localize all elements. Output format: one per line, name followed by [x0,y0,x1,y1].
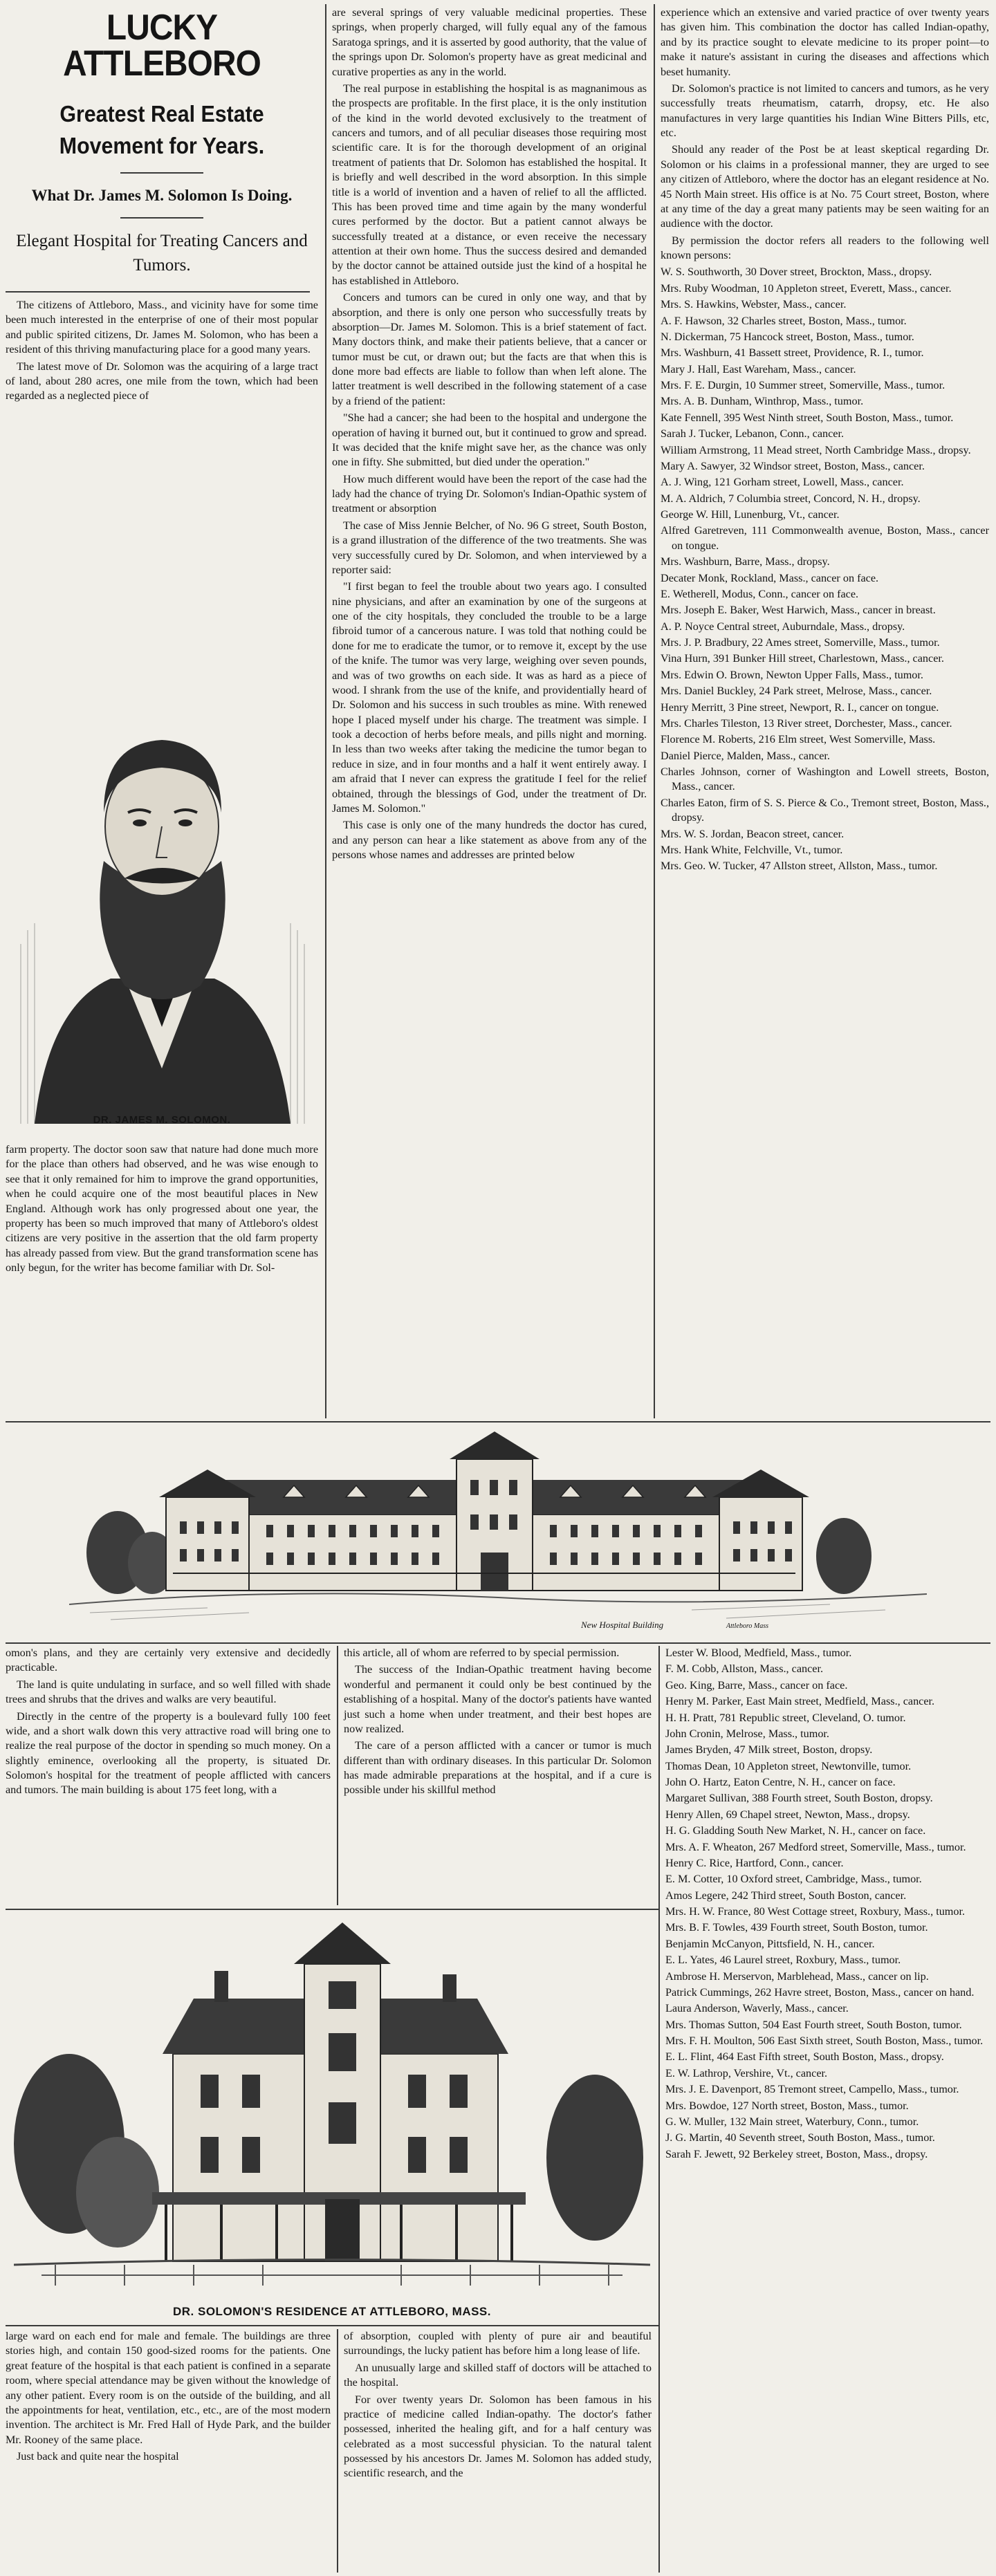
paragraph: this article, all of whom are referred to by special permission. [344,1647,620,1659]
list-item: Sarah J. Tucker, Lebanon, Conn., cancer. [661,427,845,441]
paragraph: The real purpose in establishing the hospital is as magnanimous as the prospects are profitable. In the first place, it is the only institution of the kind in the world devoted exclusively to the treatment of cancers and tumors, and of all peculiar diseases those requiring most scientific care. It is for the thorough development of an original treatment of patients that Dr. Solomon has established the hospital. It is briefly and well described in the word absorption. In this simple title is a world of invention and a haven of relief to all the afflicted. This has been proved time and time again by the many wonderful cures performed by the doctor. But a patient cannot always be successfully treated at a distance, or even receive the necessary attention at their own home. Thus the success desired and demanded by the doctor cannot be attained outside just the kind of a hospital he has established in Attleboro. [332,82,647,287]
list-item: Decater Monk, Rockland, Mass., cancer on face. [661,571,879,584]
column-rule [325,4,326,1418]
list-item: E. L. Flint, 464 East Fifth street, South Boston, Mass., dropsy. [665,2050,944,2064]
list-item: John O. Hartz, Eaton Centre, N. H., cancer on face. [665,1776,896,1788]
list-item: Mrs. Bowdoe, 127 North street, Boston, Mass., tumor. [665,2099,909,2112]
list-item: Geo. King, Barre, Mass., cancer on face. [665,1678,848,1692]
deck-headline: Greatest Real Estate Movement for Years. [59,101,265,158]
hospital-illustration [69,1431,927,1639]
middle-left-column [6,1646,331,1800]
list-item: Kate Fennell, 395 West Ninth street, South Boston, Mass., tumor. [661,411,954,424]
list-item: Mrs. H. W. France, 80 West Cottage street, Roxbury, Mass., tumor. [665,1905,966,1918]
paragraph: An unusually large and skilled staff of doctors will be attached to the hospital. [344,2361,652,2389]
list-item: Mrs. Edwin O. Brown, Newton Upper Falls, Mass., tumor. [661,668,923,681]
list-item: Margaret Sullivan, 388 Fourth street, South Boston, dropsy. [665,1792,933,1805]
list-item: Amos Legere, 242 Third street, South Boston, cancer. [665,1889,907,1902]
list-item: Alfred Garetreven, 111 Commonwealth avenue, Boston, Mass., cancer on tongue. [661,524,989,552]
list-item: W. S. Southworth, 30 Dover street, Brockton, Mass., dropsy. [661,266,932,279]
paragraph: This case is only one of the many hundreds the doctor has cured, and any person can hear a like statement as above from any of the persons whose names and addresses are printed below [332,819,647,861]
paragraph: The success of the Indian-Opathic treatment having become wonderful and permanent it could only be best continued by the establishing of a hospital. Many of the doctor's patients have wanted just such a home when under treatment, and their best hopes are now realized. [344,1663,652,1735]
list-item: G. W. Muller, 132 Main street, Waterbury, Conn., tumor. [665,2115,919,2128]
list-item: Henry Allen, 69 Chapel street, Newton, Mass., dropsy. [665,1808,910,1821]
paragraph: "She had a cancer; she had been to the hospital and undergone the operation of having it burned out, but it continued to grow and spread. It was decided that the knife might save her, as the chance was only one in fifty. She submitted, but died under the operation." [332,411,647,469]
divider [6,291,310,293]
list-item: E. L. Yates, 46 Laurel street, Roxbury, Mass., tumor. [665,1954,901,1967]
intro-text [6,298,318,404]
portrait-caption: DR. JAMES M. SOLOMON. [93,1114,231,1126]
column-rule [658,1646,660,2573]
list-item: Patrick Cummings, 262 Havre street, Boston, Mass., cancer on hand. [665,1985,975,1999]
list-item: Henry Merritt, 3 Pine street, Newport, R. I., cancer on tongue. [661,701,939,714]
list-item: A. F. Hawson, 32 Charles street, Boston, Mass., tumor. [661,314,907,327]
paragraph: The latest move of Dr. Solomon was the acquiring of a large tract of land, about 280 acres, one mile from the town, which had been regarded as a neglected piece of [6,360,318,402]
list-item: Mary A. Sawyer, 32 Windsor street, Boston, Mass., cancer. [661,459,925,472]
paragraph: Should any reader of the Post be at least skeptical regarding Dr. Solomon or his claims in a professional manner, they are urged to see any citizen of Attleboro, where the doctor has an elegant residence at No. 45 North Main street. His office is at No. 75 Court street, Boston, where at any time of the day a great many patients may be seen waiting for an audience with the doctor. [661,143,989,230]
list-item: Benjamin McCanyon, Pittsfield, N. H., cancer. [665,1937,875,1950]
list-item: Florence M. Roberts, 216 Elm street, West Somerville, Mass. [661,733,936,746]
paragraph: of absorption, coupled with plenty of pure air and beautiful surroundings, the lucky patient has before him a long lease of life. [344,2330,652,2357]
section-rule [6,2325,658,2326]
list-item: Mrs. Washburn, Barre, Mass., dropsy. [661,555,830,568]
column-1-continued [6,1142,318,1277]
list-item: Mrs. J. P. Bradbury, 22 Ames street, Somerville, Mass., tumor. [661,636,940,649]
list-item: James Bryden, 47 Milk street, Boston, dropsy. [665,1743,873,1757]
list-item: Charles Eaton, firm of S. S. Pierce & Co., Tremont street, Boston, Mass., dropsy. [661,796,989,824]
list-item: Ambrose H. Merservon, Marblehead, Mass., cancer on lip. [665,1970,929,1983]
paragraph: The land is quite undulating in surface, and so well filled with shade trees and shrubs that the drives and walks are very beautiful. [6,1678,331,1706]
paragraph: Just back and quite near the hospital [17,2450,179,2463]
list-item: Mrs. Thomas Sutton, 504 East Fourth street, South Boston, tumor. [665,2018,962,2031]
section-rule [6,1909,658,1910]
right-list-column [665,1646,990,2163]
list-item: George W. Hill, Lunenburg, Vt., cancer. [661,508,840,521]
paragraph: How much different would have been the report of the case had the lady had the chance of trying Dr. Solomon's Indian-Opathic system of treatment or absorption [332,472,647,515]
list-item: Mrs. W. S. Jordan, Beacon street, cancer. [661,827,845,840]
list-item: Mrs. Hank White, Felchville, Vt., tumor. [661,843,843,856]
subheadline: What Dr. James M. Solomon Is Doing. [31,187,293,205]
list-item: Thomas Dean, 10 Appleton street, Newtonville, tumor. [665,1759,912,1772]
paragraph: experience which an extensive and varied practice of over twenty years has given him. This combination the doctor has called Indian-opathy, and by its practice sought to elevate medicine to its proper point—to make it nature's assistant in curing the diseases and affections which beset humanity. [661,6,989,78]
paragraph: The case of Miss Jennie Belcher, of No. 96 G street, South Boston, is a grand illustration of the difference of the two treatments. She was very successfully cured by Dr. Solomon, and when interviewed by a reporter said: [332,519,647,576]
paragraph: The citizens of Attleboro, Mass., and vicinity have for some time been much interested in the enterprise of one of their most popular and public spirited citizens, Dr. James M. Solomon, who has been a resident of this thriving manufacturing place for a good many years. [6,299,318,356]
section-rule [6,1642,990,1644]
list-item: Charles Johnson, corner of Washington and Lowell streets, Boston, Mass., cancer. [661,766,989,793]
column-2 [332,6,647,864]
reference-list-continued [665,1646,990,2162]
list-item: Mrs. F. H. Moulton, 506 East Sixth street, South Boston, Mass., tumor. [665,2035,984,2047]
reference-list [661,265,989,873]
list-item: Henry M. Parker, East Main street, Medfield, Mass., cancer. [665,1695,935,1708]
list-item: M. A. Aldrich, 7 Columbia street, Concord, N. H., dropsy. [661,492,921,505]
list-item: Mrs. S. Hawkins, Webster, Mass., cancer. [661,298,847,311]
list-item: Mrs. Geo. W. Tucker, 47 Allston street, Allston, Mass., tumor. [661,860,938,873]
list-item: Vina Hurn, 391 Bunker Hill street, Charlestown, Mass., cancer. [661,652,944,665]
list-item: E. Wetherell, Modus, Conn., cancer on face. [661,587,859,600]
list-item: Mrs. A. B. Dunham, Winthrop, Mass., tumor. [661,395,864,408]
column-rule [654,4,655,1418]
column-rule [337,2329,338,2573]
list-item: Mrs. A. F. Wheaton, 267 Medford street, Somerville, Mass., tumor. [665,1840,966,1853]
list-item: Daniel Pierce, Malden, Mass., cancer. [661,749,830,762]
list-item: Henry C. Rice, Hartford, Conn., cancer. [665,1856,844,1869]
list-item: Mrs. J. E. Davenport, 85 Tremont street, Campello, Mass., tumor. [665,2083,959,2096]
list-item: F. M. Cobb, Allston, Mass., cancer. [665,1662,824,1676]
list-item: A. P. Noyce Central street, Auburndale, Mass., dropsy. [661,620,905,633]
divider [120,217,203,219]
paragraph: For over twenty years Dr. Solomon has been famous in his practice of medicine called Indian-opathy. The doctor's father possessed, inherited the healing gift, and for a half century was celebrated as a most successful physician. To the natural talent possessed by his ancestors Dr. James M. Solomon has added study, scientific research, and the [344,2393,652,2480]
list-item: Mrs. Joseph E. Baker, West Harwich, Mass., cancer in breast. [661,604,936,617]
column-rule [337,1646,338,1905]
list-item: Sarah F. Jewett, 92 Berkeley street, Boston, Mass., dropsy. [665,2147,928,2160]
paragraph: omon's plans, and they are certainly very extensive and decidedly practicable. [6,1647,331,1674]
list-item: A. J. Wing, 121 Gorham street, Lowell, Mass., cancer. [661,476,904,489]
paragraph: are several springs of very valuable medicinal properties. These springs, when properly charged, will fully equal any of the famous Saratoga springs, and it is asserted by good authority, that the value of the springs upon Dr. Solomon's property have as great medicinal and curative properties as any in the world. [332,6,647,78]
residence-illustration [14,1916,650,2324]
paragraph: Dr. Solomon's practice is not limited to cancers and tumors, as he very successfully treats rheumatism, catarrh, dropsy, etc. He also manufactures in very large quantities his Indian Wine Bitters Pills, etc, etc. [661,82,989,139]
list-item: Mrs. F. E. Durgin, 10 Summer street, Somerville, Mass., tumor. [661,379,946,391]
list-item: E. M. Cotter, 10 Oxford street, Cambridge, Mass., tumor. [665,1873,922,1886]
column-1 [6,3,318,406]
paragraph: large ward on each end for male and female. The buildings are three stories high, and contain 150 good-sized rooms for the patients. One great feature of the hospital is that each patient is confined in a separate room, where special attendance may be given without the knowledge of any other patient. Every room is on the outside of the building, and all the appointments for heat, ventilation, etc., etc., are of the most modern invention. The architect is Mr. Fred Hall of Hyde Park, and the builder Mr. Rooney of the same place. [6,2330,331,2446]
paragraph: farm property. The doctor soon saw that nature had done much more for the place than others had observed, and he was wise enough to see that it only remained for him to improve the grand opportunities, when he could acquire one of the most beautiful places in New England. Although work has only progressed about one year, the property has been so much improved that many of Attleboro's oldest citizens are very positive in the assertion that the old farm property has already passed from view. But the grand transformation scene has only begun, for the writer has become familiar with Dr. Sol- [6,1143,318,1274]
list-item: Mrs. Daniel Buckley, 24 Park street, Melrose, Mass., cancer. [661,685,932,698]
list-item: William Armstrong, 11 Mead street, North Cambridge Mass., dropsy. [661,443,971,456]
subheadline-hospital: Elegant Hospital for Treating Cancers and Tumors. [16,232,308,275]
divider [120,172,203,174]
list-item: Mrs. B. F. Towles, 439 Fourth street, South Boston, tumor. [665,1921,928,1934]
portrait-illustration [7,681,317,1138]
list-item: Lester W. Blood, Medfield, Mass., tumor. [665,1647,852,1659]
paragraph: "I first began to feel the trouble about two years ago. I consulted nine physicians, and after an examination by one of the surgeons at one of the city hospitals, they concluded the trouble to be a large fibroid tumor of a cancerous nature. I was told that nothing could be done for me to eradicate the tumor, or to remove it, except by the use of the knife. The tumor was very large, weighing over seven pounds, and was of two growths on each side. It was as hard as a piece of wood. I shrank from the use of the knife, and providentially heard of Dr. Solomon and his success in such troubles as mine. With renewed hope I placed myself under his charge. The treatment was simple. I took a decoction of herbs before meals, and pills night and morning. In less than two weeks after taking the medicine the tumor began to reduce in size, and in four months and a half it went entirely away. I am afraid that I never can express the gratitude I feel for the relief obtained, through the blessings of God, under the treatment of Dr. James M. Solomon." [332,580,647,815]
middle-center-column [344,1646,652,1800]
list-item: John Cronin, Melrose, Mass., tumor. [665,1727,829,1740]
section-rule [6,1421,990,1423]
bottom-center-column [344,2329,652,2483]
list-item: N. Dickerman, 75 Hancock street, Boston, Mass., tumor. [661,330,914,343]
list-item: H. G. Gladding South New Market, N. H., cancer on face. [665,1824,926,1837]
list-item: Mrs. Washburn, 41 Bassett street, Providence, R. I., tumor. [661,346,924,360]
column-3 [661,6,989,875]
list-item: Laura Anderson, Waverly, Mass., cancer. [665,2002,849,2015]
list-item: Mrs. Ruby Woodman, 10 Appleton street, Everett, Mass., cancer. [661,281,952,295]
list-item: H. H. Pratt, 781 Republic street, Cleveland, O. tumor. [665,1711,906,1724]
paragraph: The care of a person afflicted with a cancer or tumor is much different than with ordinary diseases. In this particular Dr. Solomon has made admirable preparations at the hospital, and if a cure is possible under his skillful method [344,1739,652,1797]
list-item: J. G. Martin, 40 Seventh street, South Boston, Mass., tumor. [665,2131,935,2144]
list-item: Mrs. Charles Tileston, 13 River street, Dorchester, Mass., cancer. [661,716,952,730]
list-item: E. W. Lathrop, Vershire, Vt., cancer. [665,2066,828,2079]
masthead: LUCKY ATTLEBORO [63,8,261,84]
paragraph: By permission the doctor refers all readers to the following well known persons: [661,234,989,261]
list-item: Mary J. Hall, East Wareham, Mass., cancer. [661,362,856,376]
paragraph: Directly in the centre of the property is a boulevard fully 100 feet wide, and a short walk down this very attractive road will bring one to realize the real purpose of the doctor in spending so much money. On a slightly eminence, overlooking all the property, is situated Dr. Solomon's hospital for the treatment of people afflicted with cancers and tumors. The main building is about 175 feet long, with a [6,1709,331,1797]
residence-caption: DR. SOLOMON'S RESIDENCE AT ATTLEBORO, MASS. [173,2305,491,2318]
hospital-subcaption: Attleboro Mass [726,1622,769,1630]
bottom-left-column [6,2329,331,2466]
paragraph: Concers and tumors can be cured in only one way, and that by absorption, and there is only one person who successfully treats by absorption—Dr. James M. Solomon. This is a brief statement of fact. Many doctors think, and make their patients believe, that a cancer or tumor must be cut, or drawn out; but the facts are that when this is done more bad effects are liable to follow than when left alone. The latter treatment is well described in the following statement of a case by a friend of the patient: [332,291,647,407]
hospital-caption: New Hospital Building [581,1620,664,1630]
